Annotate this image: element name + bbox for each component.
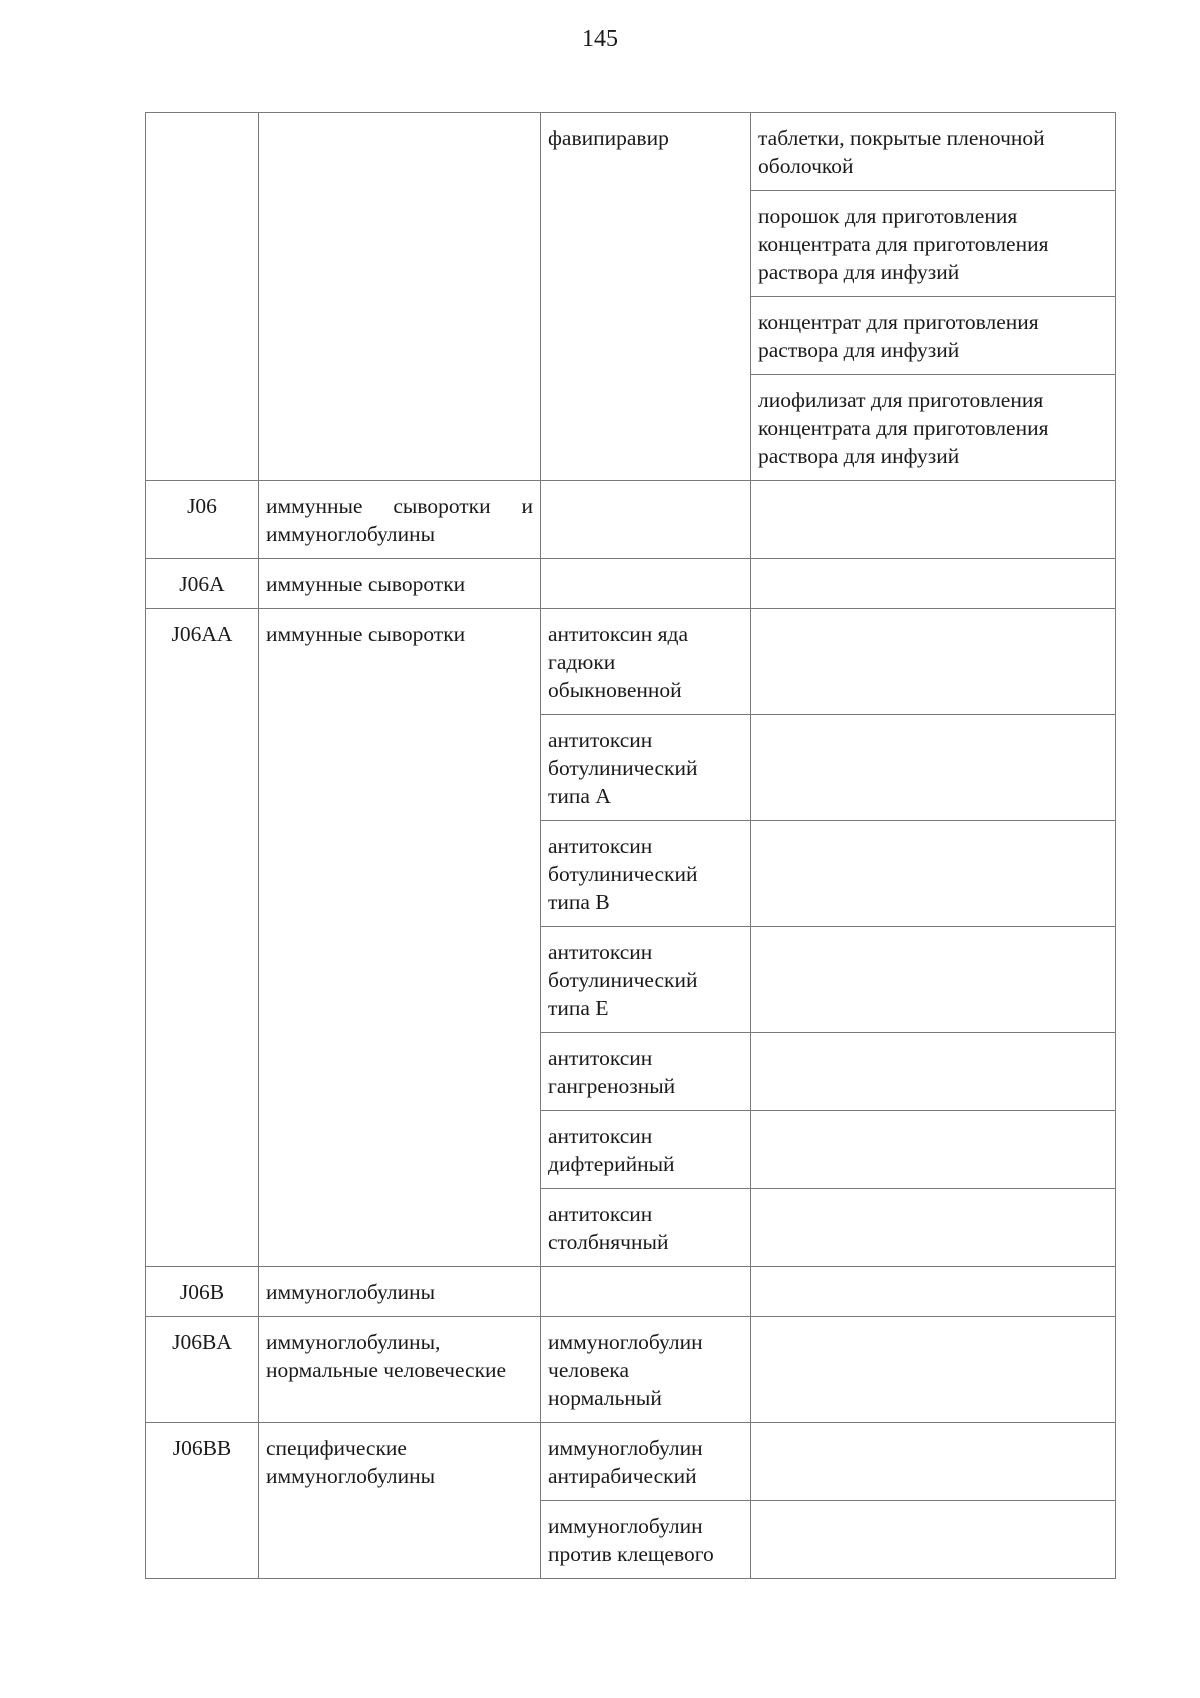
- atc-code-cell: J06B: [146, 1267, 259, 1317]
- substance-cell: антитоксин столбнячный: [541, 1189, 751, 1267]
- table-row: [146, 1423, 1116, 1501]
- dosage-form-cell: [751, 1189, 1116, 1267]
- dosage-form-cell: [751, 821, 1116, 927]
- dosage-form-cell: [751, 481, 1116, 559]
- dosage-form-cell: [751, 1111, 1116, 1189]
- dosage-form-cell: [751, 927, 1116, 1033]
- table-row: [146, 1317, 1116, 1423]
- atc-code-cell: [146, 113, 259, 481]
- dosage-form-cell: [751, 609, 1116, 715]
- dosage-form-cell: [751, 1317, 1116, 1423]
- substance-cell: иммуноглобулин против клещевого: [541, 1501, 751, 1579]
- dosage-form-cell: [751, 715, 1116, 821]
- page-number: 145: [582, 26, 618, 52]
- drug-table: [145, 112, 1116, 1579]
- group-name-cell: иммуноглобулины, нормальные человеческие: [259, 1317, 541, 1423]
- dosage-form-cell: [751, 1267, 1116, 1317]
- substance-cell: антитоксин ботулинический типа В: [541, 821, 751, 927]
- atc-code-cell: J06A: [146, 559, 259, 609]
- substance-cell: антитоксин ботулинический типа Е: [541, 927, 751, 1033]
- dosage-form-cell: концентрат для приготовления раствора для инфузий: [751, 297, 1116, 375]
- group-name-cell: иммуноглобулины: [259, 1267, 541, 1317]
- substance-cell: [541, 1267, 751, 1317]
- atc-code-cell: J06AA: [146, 609, 259, 1267]
- group-name-cell: иммунные сыворотки и иммуноглобулины: [259, 481, 541, 559]
- table-row: [146, 559, 1116, 609]
- substance-cell: антитоксин гангренозный: [541, 1033, 751, 1111]
- dosage-form-cell: таблетки, покрытые пленочной оболочкой: [751, 113, 1116, 191]
- table-row: [146, 1267, 1116, 1317]
- substance-cell: фавипиравир: [541, 113, 751, 481]
- substance-cell: антитоксин ботулинический типа А: [541, 715, 751, 821]
- table-row: [146, 113, 1116, 191]
- dosage-form-cell: [751, 1033, 1116, 1111]
- substance-cell: иммуноглобулин человека нормальный: [541, 1317, 751, 1423]
- group-name-cell: [259, 113, 541, 481]
- group-name-cell: специфические иммуноглобулины: [259, 1423, 541, 1579]
- table-row: [146, 609, 1116, 715]
- dosage-form-cell: лиофилизат для приготовления концентрата для приготовления раствора для инфузий: [751, 375, 1116, 481]
- group-name-cell: иммунные сыворотки: [259, 609, 541, 1267]
- atc-code-cell: J06BA: [146, 1317, 259, 1423]
- dosage-form-cell: [751, 1423, 1116, 1501]
- substance-cell: иммуноглобулин антирабический: [541, 1423, 751, 1501]
- substance-cell: антитоксин дифтерийный: [541, 1111, 751, 1189]
- substance-cell: [541, 481, 751, 559]
- substance-cell: [541, 559, 751, 609]
- dosage-form-cell: порошок для приготовления концентрата для приготовления раствора для инфузий: [751, 191, 1116, 297]
- dosage-form-cell: [751, 559, 1116, 609]
- dosage-form-cell: [751, 1501, 1116, 1579]
- group-name-cell: иммунные сыворотки: [259, 559, 541, 609]
- table-row: [146, 481, 1116, 559]
- atc-code-cell: J06BB: [146, 1423, 259, 1579]
- substance-cell: антитоксин яда гадюки обыкновенной: [541, 609, 751, 715]
- atc-code-cell: J06: [146, 481, 259, 559]
